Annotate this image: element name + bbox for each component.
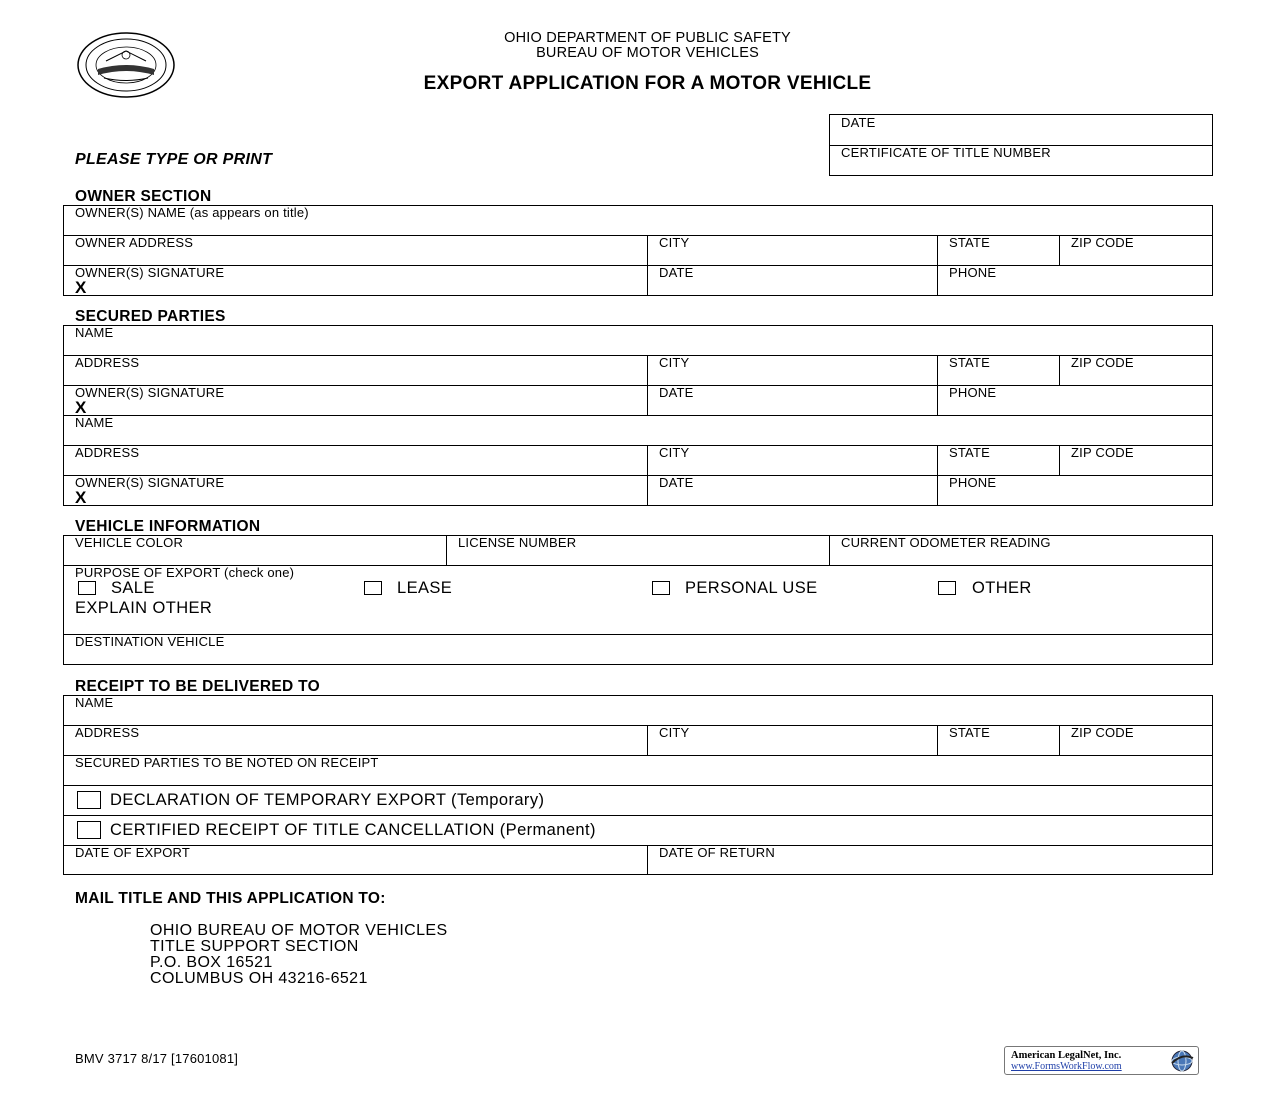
receipt-state-field[interactable]: STATE: [949, 725, 990, 740]
owner-phone-field[interactable]: PHONE: [949, 265, 997, 280]
lease-option-label: LEASE: [397, 579, 453, 597]
purpose-label: PURPOSE OF EXPORT (check one): [75, 565, 295, 580]
mail-address-line: P.O. BOX 16521: [150, 954, 273, 971]
department-name: OHIO DEPARTMENT OF PUBLIC SAFETY: [504, 30, 791, 46]
owner-signature-field[interactable]: OWNER(S) SIGNATURE: [75, 265, 225, 280]
title-number-field[interactable]: CERTIFICATE OF TITLE NUMBER: [841, 145, 1051, 160]
owner-section-heading: OWNER SECTION: [75, 188, 212, 205]
secured-1-zip-field[interactable]: ZIP CODE: [1071, 355, 1134, 370]
form-id: BMV 3717 8/17 [17601081]: [75, 1051, 239, 1066]
secured-1-address-field[interactable]: ADDRESS: [75, 355, 140, 370]
owner-address-field[interactable]: OWNER ADDRESS: [75, 235, 194, 250]
date-field[interactable]: DATE: [841, 115, 876, 130]
lease-checkbox[interactable]: [364, 581, 382, 595]
other-option-label: OTHER: [972, 579, 1032, 597]
title-cancellation-checkbox[interactable]: [77, 821, 101, 839]
vehicle-info-section: [63, 535, 1213, 665]
receipt-address-field[interactable]: ADDRESS: [75, 725, 140, 740]
other-checkbox[interactable]: [938, 581, 956, 595]
owner-date-field[interactable]: DATE: [659, 265, 694, 280]
brand-url[interactable]: www.FormsWorkFlow.com: [1011, 1061, 1122, 1072]
signature-x-mark: X: [75, 488, 87, 507]
mail-address-line: TITLE SUPPORT SECTION: [150, 938, 359, 955]
secured-2-city-field[interactable]: CITY: [659, 445, 690, 460]
secured-1-date-field[interactable]: DATE: [659, 385, 694, 400]
secured-parties-receipt-field[interactable]: SECURED PARTIES TO BE NOTED ON RECEIPT: [75, 755, 379, 770]
form-title: EXPORT APPLICATION FOR A MOTOR VEHICLE: [423, 73, 872, 94]
mail-address-line: OHIO BUREAU OF MOTOR VEHICLES: [150, 922, 448, 939]
secured-parties-heading: SECURED PARTIES: [75, 308, 226, 325]
secured-2-address-field[interactable]: ADDRESS: [75, 445, 140, 460]
export-date-field[interactable]: DATE OF EXPORT: [75, 845, 191, 860]
secured-2-date-field[interactable]: DATE: [659, 475, 694, 490]
secured-2-zip-field[interactable]: ZIP CODE: [1071, 445, 1134, 460]
vehicle-info-heading: VEHICLE INFORMATION: [75, 518, 261, 535]
temporary-export-label: DECLARATION OF TEMPORARY EXPORT (Temporary): [110, 791, 545, 809]
signature-x-mark: X: [75, 278, 87, 297]
personal-use-checkbox[interactable]: [652, 581, 670, 595]
owner-name-field[interactable]: OWNER(S) NAME (as appears on title): [75, 205, 309, 220]
secured-1-signature-field[interactable]: OWNER(S) SIGNATURE: [75, 385, 225, 400]
secured-1-phone-field[interactable]: PHONE: [949, 385, 997, 400]
secured-2-signature-field[interactable]: OWNER(S) SIGNATURE: [75, 475, 225, 490]
signature-x-mark: X: [75, 398, 87, 417]
vehicle-color-field[interactable]: VEHICLE COLOR: [75, 535, 184, 550]
temporary-export-checkbox[interactable]: [77, 791, 101, 809]
owner-zip-field[interactable]: ZIP CODE: [1071, 235, 1134, 250]
secured-2-phone-field[interactable]: PHONE: [949, 475, 997, 490]
owner-city-field[interactable]: CITY: [659, 235, 690, 250]
receipt-city-field[interactable]: CITY: [659, 725, 690, 740]
secured-1-name-field[interactable]: NAME: [75, 325, 114, 340]
bureau-name: BUREAU OF MOTOR VEHICLES: [536, 45, 759, 61]
receipt-heading: RECEIPT TO BE DELIVERED TO: [75, 678, 320, 695]
secured-2-state-field[interactable]: STATE: [949, 445, 990, 460]
sale-checkbox[interactable]: [78, 581, 96, 595]
personal-use-option-label: PERSONAL USE: [685, 579, 818, 597]
mail-address-line: COLUMBUS OH 43216-6521: [150, 970, 368, 987]
receipt-zip-field[interactable]: ZIP CODE: [1071, 725, 1134, 740]
instruction-text: PLEASE TYPE OR PRINT: [75, 151, 273, 168]
license-number-field[interactable]: LICENSE NUMBER: [458, 535, 577, 550]
return-date-field[interactable]: DATE OF RETURN: [659, 845, 775, 860]
brand-badge: [1004, 1046, 1199, 1075]
destination-field[interactable]: DESTINATION VEHICLE: [75, 634, 225, 649]
odometer-field[interactable]: CURRENT ODOMETER READING: [841, 535, 1051, 550]
receipt-name-field[interactable]: NAME: [75, 695, 114, 710]
globe-icon: [1169, 1049, 1195, 1073]
sale-option-label: SALE: [111, 579, 155, 597]
brand-name: American LegalNet, Inc.: [1011, 1050, 1122, 1061]
explain-other-field[interactable]: EXPLAIN OTHER: [75, 599, 213, 617]
secured-1-state-field[interactable]: STATE: [949, 355, 990, 370]
owner-state-field[interactable]: STATE: [949, 235, 990, 250]
title-cancellation-label: CERTIFIED RECEIPT OF TITLE CANCELLATION (Permanent): [110, 821, 596, 839]
secured-1-city-field[interactable]: CITY: [659, 355, 690, 370]
secured-2-name-field[interactable]: NAME: [75, 415, 114, 430]
mail-heading: MAIL TITLE AND THIS APPLICATION TO:: [75, 890, 386, 907]
